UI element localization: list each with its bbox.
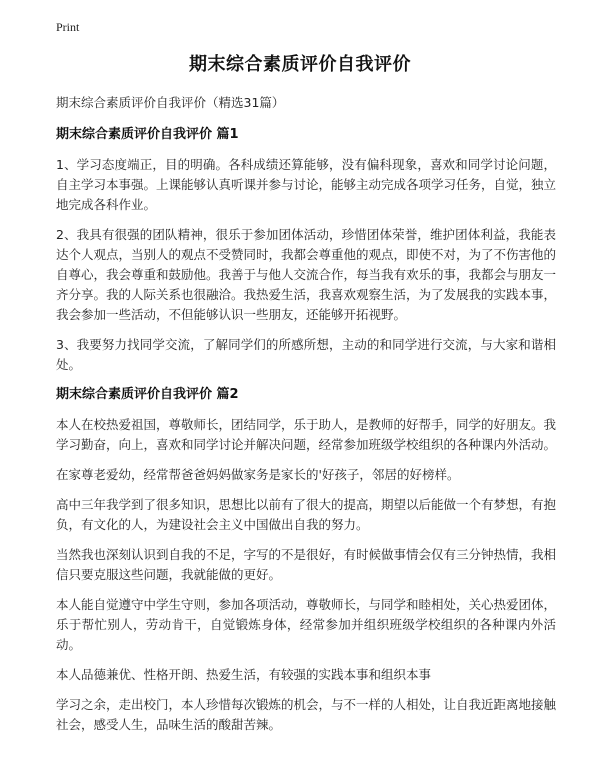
paragraph: 学习之余，走出校门，本人珍惜每次锻炼的机会，与不一样的人相处，让自我近距离地接触社会，感受人生，品味生活的酸甜苦辣。 [56, 697, 557, 732]
paragraph: 当然我也深刻认识到自我的不足，字写的不是很好，有时候做事情会仅有三分钟热情，我相信只要克服这些问题，我就能做的更好。 [56, 547, 557, 582]
paragraph: 高中三年我学到了很多知识，思想比以前有了很大的提高，期望以后能做一个有梦想，有抱负，有文化的人，为建设社会主义中国做出自我的努力。 [56, 497, 557, 532]
section-heading: 期末综合素质评价自我评价 篇2 [56, 387, 239, 402]
section-heading: 期末综合素质评价自我评价 篇1 [56, 127, 239, 142]
paragraph: 本人能自觉遵守中学生守则，参加各项活动，尊敬师长，与同学和睦相处，关心热爱团体，乐于帮忙别人，劳动肯干，自觉锻炼身体，经常参加并组织班级学校组织的各种课内外活动。 [56, 597, 557, 652]
document-body [56, 93, 556, 745]
paragraph: 3、我要努力找同学交流，了解同学们的所感所想，主动的和同学进行交流，与大家和谐相处。 [56, 337, 556, 372]
paragraph: 2、我具有很强的团队精神，很乐于参加团体活动，珍惜团体荣誉，维护团体利益，我能表达个人观点，当别人的观点不受赞同时，我都会尊重他的观点，即使不对，为了不伤害他的自尊心，我会尊重和鼓励他。我善于与他人交流合作，每当我有欢乐的事，我都会与朋友一齐分享。我的人际关系也很融洽。我热爱生活，我喜欢观察生活，为了发展我的实践本事，我会参加一些活动，不但能够认识一些朋友，还能够开拓视野。 [56, 227, 557, 322]
paragraph: 本人品德兼优、性格开朗、热爱生活，有较强的实践本事和组织本事 [56, 667, 432, 682]
paragraph: 1、学习态度端正，目的明确。各科成绩还算能够，没有偏科现象，喜欢和同学讨论问题，自主学习本事强。上课能够认真听课并参与讨论，能够主动完成各项学习任务，自觉，独立地完成各科作业。 [56, 157, 557, 212]
paragraph: 在家尊老爱幼，经常帮爸爸妈妈做家务是家长的'好孩子，邻居的好榜样。 [56, 467, 460, 482]
section-1 [56, 125, 556, 375]
print-link[interactable]: Print [56, 20, 80, 34]
document-subtitle: 期末综合素质评价自我评价（精选31篇） [56, 95, 285, 110]
paragraph: 本人在校热爱祖国，尊敬师长，团结同学，乐于助人，是教师的好帮手，同学的好朋友。我学习勤奋，向上，喜欢和同学讨论并解决问题，经常参加班级学校组织的各种课内外活动。 [56, 417, 557, 452]
section-2 [56, 385, 556, 735]
page-title: 期末综合素质评价自我评价 [189, 54, 411, 75]
